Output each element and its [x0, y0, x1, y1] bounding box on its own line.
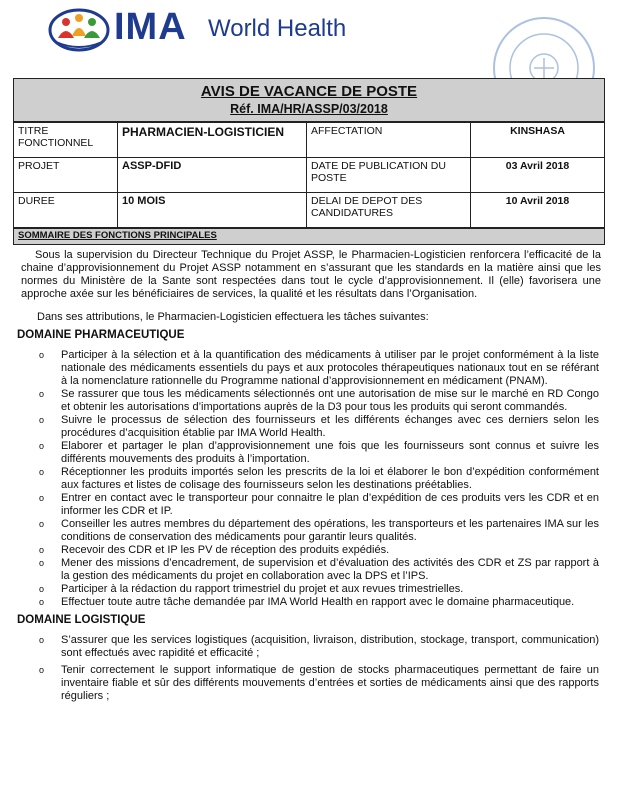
list-item	[39, 388, 599, 414]
task-text: Elaborer et partager le plan d’approvisionnement une fois que les fournisseurs sont connus et suivre les différents mouvements des produits à l’importation.	[61, 440, 599, 465]
delai-depot-label: DELAI DE DEPOT DES CANDIDATURES	[307, 193, 471, 228]
table-row	[14, 193, 605, 228]
summary-heading: SOMMAIRE DES FONCTIONS PRINCIPALES	[13, 228, 605, 245]
task-text: Tenir correctement le support informatique de gestion de stocks pharmaceutiques permettant de faire un inventaire fiable et sûr des différents mouvements d’entrées et sorties de médicaments ainsi que des rapports réguliers ;	[61, 664, 599, 702]
bullet-icon: o	[39, 441, 45, 451]
ima-logo-icon	[48, 8, 110, 52]
list-item	[39, 440, 599, 466]
logo-text-world-health: World Health	[208, 15, 347, 42]
task-text: Effectuer toute autre tâche demandée par IMA World Health en rapport avec le domaine pharmaceutique.	[61, 596, 575, 608]
bullet-icon: o	[39, 635, 45, 645]
list-item	[39, 557, 599, 583]
task-text: Participer à la sélection et à la quantification des médicaments à utiliser par le projet conformément à la liste nationale des médicaments essentiels du pays et aux protocoles thérapeutiques nationaux tout en se référant à la nomenclature rationnelle du Programme national d’approvisionnement en médicament (PNAM).	[61, 349, 599, 387]
list-item	[39, 544, 599, 557]
duree-label: DUREE	[14, 193, 118, 228]
projet-label: PROJET	[14, 158, 118, 193]
list-item	[39, 664, 599, 703]
bullet-icon: o	[39, 665, 45, 675]
bullet-icon: o	[39, 415, 45, 425]
task-text: Conseiller les autres membres du département des opérations, les transporteurs et les partenaires IMA sur les conditions de conservation des médicaments pour garantir leurs qualités.	[61, 518, 599, 543]
bullet-icon: o	[39, 597, 45, 607]
task-text: Se rassurer que tous les médicaments sélectionnés ont une autorisation de mise sur le marché en RD Congo et obtenir les autorisations d’importations auprès de la D3 pour tous les produits qui seront commandés.	[61, 388, 599, 413]
logo-text-ima: IMA	[114, 6, 187, 48]
task-text: Suivre le processus de sélection des fournisseurs et les différents échanges avec ces derniers selon les procédures d’acquisition établie par IMA World Health.	[61, 414, 599, 439]
task-text: Participer à la rédaction du rapport trimestriel du projet et aux revues trimestrielles.	[61, 583, 464, 595]
bullet-icon: o	[39, 545, 45, 555]
list-item	[39, 414, 599, 440]
pharma-domain-heading: DOMAINE PHARMACEUTIQUE	[17, 329, 185, 341]
list-item	[39, 583, 599, 596]
delai-depot-value: 10 Avril 2018	[471, 193, 605, 228]
bullet-icon: o	[39, 558, 45, 568]
letterhead	[0, 0, 620, 60]
bullet-icon: o	[39, 519, 45, 529]
list-item	[39, 596, 599, 609]
list-item	[39, 518, 599, 544]
task-text: Réceptionner les produits importés selon les prescrits de la loi et élaborer le bon d’expédition conformément aux factures et listes de colisage des fournisseurs selon les destinations préétablies.	[61, 466, 599, 491]
projet-value: ASSP-DFID	[118, 158, 307, 193]
bullet-icon: o	[39, 467, 45, 477]
list-item	[39, 466, 599, 492]
pharma-task-list	[13, 349, 599, 609]
logistique-domain-heading: DOMAINE LOGISTIQUE	[17, 614, 146, 626]
affectation-label: AFFECTATION	[307, 123, 471, 158]
job-posting-document	[13, 78, 605, 707]
date-publication-value: 03 Avril 2018	[471, 158, 605, 193]
summary-paragraph: Sous la supervision du Directeur Technique du Projet ASSP, le Pharmacien-Logisticien renforcera l’efficacité de la chaine d’approvisionnement du Projet ASSP notamment en s’assurant que les standards en la matière ainsi que les normes du Ministère de la Sante sont respectées dans tout le cycle d’approvisionnement. Il (elle) favorisera une approche axée sur les bénéficiaires de services, la qualité et les résultats dans l’Organisation.	[21, 249, 601, 300]
task-text: Recevoir des CDR et IP les PV de réception des produits expédiés.	[61, 544, 390, 556]
title-box	[13, 78, 605, 122]
table-row	[14, 158, 605, 193]
task-text: Entrer en contact avec le transporteur pour connaitre le plan d’expédition de ces produits vers les CDR et en informer les CDR et IP.	[61, 492, 599, 517]
bullet-icon: o	[39, 493, 45, 503]
bullet-icon: o	[39, 389, 45, 399]
job-info-table	[13, 122, 605, 228]
list-item	[39, 492, 599, 518]
logistique-task-list	[13, 634, 599, 703]
page-title: AVIS DE VACANCE DE POSTE	[200, 83, 418, 100]
table-row	[14, 123, 605, 158]
bullet-icon: o	[39, 350, 45, 360]
tasks-intro: Dans ses attributions, le Pharmacien-Logisticien effectuera les tâches suivantes:	[37, 311, 429, 323]
task-text: S’assurer que les services logistiques (acquisition, livraison, distribution, stockage, transport, communication) sont effectués avec rapidité et efficacité ;	[61, 634, 599, 659]
list-item	[39, 349, 599, 388]
task-text: Mener des missions d’encadrement, de supervision et d’évaluation des activités des CDR et ZS par rapport à la gestion des médicaments du projet en collaboration avec la DPS et l’IPS.	[61, 557, 599, 582]
list-item	[39, 634, 599, 660]
titre-value: PHARMACIEN-LOGISTICIEN	[118, 123, 307, 158]
affectation-value: KINSHASA	[471, 123, 605, 158]
reference-number: Réf. IMA/HR/ASSP/03/2018	[230, 102, 388, 116]
titre-label: TITRE FONCTIONNEL	[14, 123, 118, 158]
duree-value: 10 MOIS	[118, 193, 307, 228]
bullet-icon: o	[39, 584, 45, 594]
date-publication-label: DATE DE PUBLICATION DU POSTE	[307, 158, 471, 193]
